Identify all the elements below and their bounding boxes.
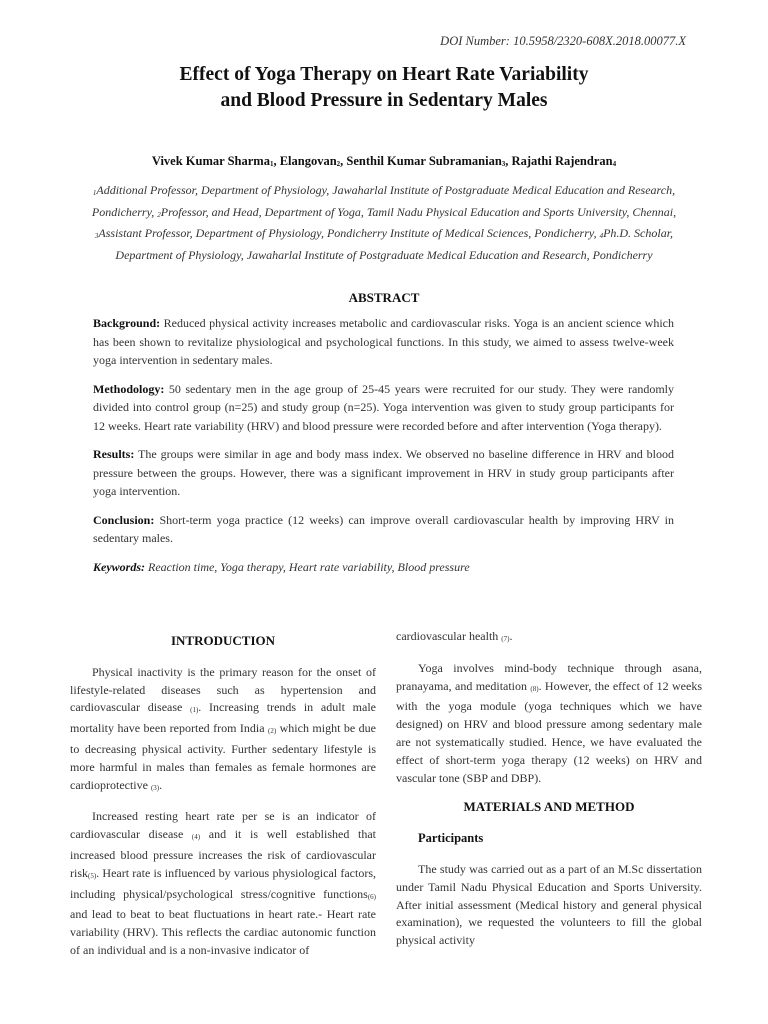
author-mark: 1 xyxy=(269,160,274,168)
affiliation-mark: 1 xyxy=(92,189,97,197)
article-title xyxy=(40,62,728,114)
left-column xyxy=(70,628,376,971)
abstract-keywords xyxy=(93,558,674,577)
paragraph-text: . xyxy=(509,629,513,643)
background-text: Reduced physical activity increases metabolic and cardiovascular risks. Yoga is an ancient science which has been shown to revitalize physiological and psychological functions. In this study, we aimed to assess twelve-week yoga intervention in sedentary males. xyxy=(93,316,674,367)
citation: (8) xyxy=(530,684,539,693)
title-line-2: and Blood Pressure in Sedentary Males xyxy=(220,90,548,111)
author-mark: 3 xyxy=(501,160,506,168)
introduction-heading: INTRODUCTION xyxy=(170,633,275,648)
abstract-methodology xyxy=(93,380,674,436)
citation: (6) xyxy=(367,892,376,901)
author-mark: 2 xyxy=(336,160,341,168)
citation: (7) xyxy=(501,635,510,643)
methods-heading: MATERIALS AND METHOD xyxy=(463,799,635,815)
author-name: Rajathi Rajendran xyxy=(511,154,613,168)
keywords-text: Reaction time, Yoga therapy, Heart rate variability, Blood pressure xyxy=(145,559,470,574)
paragraph-text: and lead to beat to beat fluctuations in heart rate.- Heart rate variability (HRV). This reflects the cardiac autonomic function of an individual and is a non-invasive indicator of xyxy=(70,907,376,957)
paragraph-text: cardiovascular health xyxy=(396,629,502,643)
methodology-text: 50 sedentary men in the age group of 25-45 years were recruited for our study. They were randomly divided into control group (n=25) and study group (n=25). Yoga intervention was given to study group participants for 12 weeks. Heart rate variability (HRV) and blood pressure were recorded before and after intervention (Yoga therapy). xyxy=(93,381,674,433)
paragraph-text: . xyxy=(159,777,163,792)
author-name: Vivek Kumar Sharma xyxy=(151,154,270,168)
conclusion-text: Short-term yoga practice (12 weeks) can improve overall cardiovascular health by improving HRV in sedentary males. xyxy=(93,512,674,545)
paragraph-text: Yoga involves mind-body technique through asana, pranayama, and meditation xyxy=(396,660,702,693)
citation: (4) xyxy=(191,833,201,842)
conclusion-label: Conclusion: xyxy=(93,512,155,527)
right-column xyxy=(396,628,702,961)
author-name: Elangovan xyxy=(279,154,337,168)
citation: (3) xyxy=(150,783,160,792)
affiliation-text: Professor, and Head, Department of Yoga, Tamil Nadu Physical Education and Sports University, Chennai, xyxy=(160,204,677,219)
abstract-heading: ABSTRACT xyxy=(348,290,420,305)
paragraph-text: . However, the effect of 12 weeks with the yoga module (yoga techniques which we have designed) on HRV and blood pressure among sedentary male are not systematically studied. Hence, we have evaluated the effect of short-term yoga therapy (12 weeks) on HRV and vascular tone (SBP and DBP). xyxy=(396,678,702,785)
participants-heading: Participants xyxy=(418,831,484,846)
results-label: Results: xyxy=(93,447,135,461)
paragraph-text: Increased resting heart rate per se is an indicator of cardiovascular disease xyxy=(70,809,376,842)
intro-paragraph-2 xyxy=(70,808,376,959)
doi-number: DOI Number: 10.5958/2320-608X.2018.00077.X xyxy=(440,34,686,48)
abstract-background xyxy=(93,314,674,370)
citation: (1) xyxy=(190,706,199,715)
paragraph-text: . Heart rate is influenced by various physiological factors, including physical/psychological stress/cognitive functions xyxy=(70,865,376,901)
intro-continuation xyxy=(396,628,702,649)
author-mark: 4 xyxy=(612,160,617,168)
results-text: The groups were similar in age and body mass index. We observed no baseline difference in HRV and blood pressure between the groups. However, there was a significant improvement in HRV in study group participants after yoga intervention. xyxy=(93,447,674,498)
abstract-results xyxy=(93,445,674,501)
affiliations xyxy=(70,181,698,264)
author-name: Senthil Kumar Subramanian xyxy=(346,154,502,168)
intro-paragraph-1 xyxy=(70,664,376,798)
affiliation-mark: 3 xyxy=(94,232,99,240)
yoga-paragraph xyxy=(396,660,702,788)
paragraph-text: which might be due to decreasing physical activity. Further sedentary lifestyle is more harmful in males than females as female hormones are cardioprotective xyxy=(70,721,376,792)
affiliation-text: Ph.D. Scholar, Department of Physiology, Jawaharlal Institute of Postgraduate Medical Education and Research, Pondicherry xyxy=(115,226,674,262)
participants-paragraph: The study was carried out as a part of an M.Sc dissertation under Tamil Nadu Physical Education and Sports University. After initial assessment (Medical history and general physical examination), we requested the volunteers to fill the global physical activity xyxy=(396,861,702,948)
abstract-conclusion xyxy=(93,511,674,548)
keywords-label: Keywords: xyxy=(93,559,145,574)
abstract-body xyxy=(93,314,674,586)
title-line-1: Effect of Yoga Therapy on Heart Rate Variability xyxy=(179,64,589,85)
affiliation-text: Additional Professor, Department of Physiology, Jawaharlal Institute of Postgraduate Medical Education and Research, Pondicherry, xyxy=(91,183,676,219)
citation: (5) xyxy=(88,871,97,880)
affiliation-mark: 4 xyxy=(599,232,604,240)
background-label: Background: xyxy=(93,316,161,330)
paragraph-text: and it is well established that increased blood pressure increases the risk of cardiovascular risk xyxy=(70,827,376,880)
author-list: Vivek Kumar Sharma$_1$, Elangovan$_2$, Senthil Kumar Subramanian$_3$, Rajathi Rajendran$_4$ xyxy=(151,154,617,168)
citation: (2) xyxy=(268,727,277,736)
paragraph-text: . Increasing trends in adult male mortality have been reported from India xyxy=(70,700,376,736)
paragraph-text: Physical inactivity is the primary reason for the onset of lifestyle-related diseases such as hypertension and cardiovascular disease xyxy=(70,664,376,715)
affiliation-text: Assistant Professor, Department of Physiology, Pondicherry Institute of Medical Sciences, Pondicherry, xyxy=(98,226,600,240)
affiliation-mark: 2 xyxy=(157,210,161,219)
methodology-label: Methodology: xyxy=(93,381,165,396)
